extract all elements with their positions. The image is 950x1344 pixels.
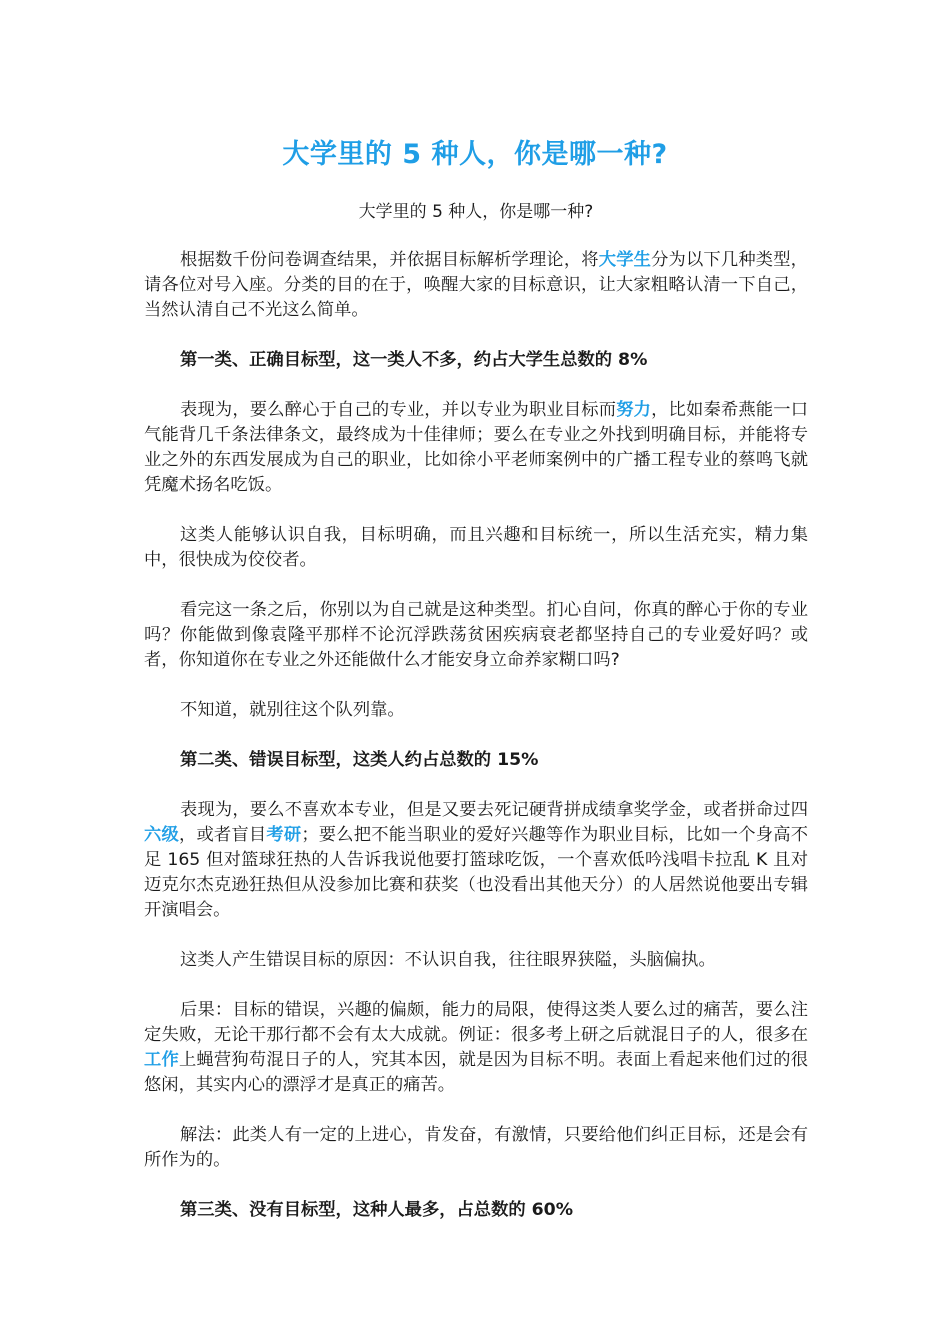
text-run: 后果：目标的错误，兴趣的偏颇，能力的局限，使得这类人要么过的痛苦，要么注定失败，无论干那行都不会有太大成就。例证：很多考上研之后就混日子的人，很多在 xyxy=(144,1000,808,1045)
intro-paragraph xyxy=(144,248,808,323)
keyword-link-liuji[interactable]: 六级 xyxy=(144,825,179,845)
paragraph-type1-reflection: 看完这一条之后，你别以为自己就是这种类型。扪心自问，你真的醉心于你的专业吗？你能做到像袁隆平那样不论沉浮跌荡贫困疾病衰老都坚持自己的专业爱好吗？或者，你知道你在专业之外还能做什么才能安身立命养家糊口吗? xyxy=(144,600,808,670)
paragraph-type2-solution: 解法：此类人有一定的上进心，肯发奋，有激情，只要给他们纠正目标，还是会有所作为的。 xyxy=(144,1125,808,1170)
keyword-link-kaoyan[interactable]: 考研 xyxy=(266,825,302,845)
text-run: 上蝇营狗苟混日子的人，究其本因，就是因为目标不明。表面上看起来他们过的很悠闲，其实内心的漂浮才是真正的痛苦。 xyxy=(144,1050,808,1095)
paragraph-type1-summary: 这类人能够认识自我，目标明确，而且兴趣和目标统一，所以生活充实，精力集中，很快成为佼佼者。 xyxy=(144,525,808,570)
keyword-link-gongzuo[interactable]: 工作 xyxy=(144,1050,179,1070)
section-heading-2: 第二类、错误目标型，这类人约占总数的 15% xyxy=(180,750,539,770)
article-body xyxy=(144,200,808,1248)
paragraph-type2-cause: 这类人产生错误目标的原因：不认识自我，往往眼界狭隘，头脑偏执。 xyxy=(180,950,716,970)
keyword-link-nuli[interactable]: 努力 xyxy=(616,400,652,420)
paragraph-type1-description xyxy=(144,398,808,498)
text-run: ，或者盲目 xyxy=(178,825,267,845)
paragraph-type1-conclusion: 不知道，就别往这个队列靠。 xyxy=(180,700,405,720)
text-run: ；要么把不能当职业的爱好兴趣等作为职业目标，比如一个身高不足 165 但对篮球狂热的人告诉我说他要打篮球吃饭，一个喜欢低吟浅唱卡拉乱 K 且对迈克尔杰克逊狂热但从没参加比赛和获奖（也没看出其他天分）的人居然说他要出专辑开演唱会。 xyxy=(144,825,808,920)
page-title: 大学里的 5 种人，你是哪一种? xyxy=(282,139,668,170)
text-run: 表现为，要么醉心于自己的专业，并以专业为职业目标而 xyxy=(180,400,617,420)
keyword-link-daxuesheng[interactable]: 大学生 xyxy=(598,250,652,270)
paragraph-type2-description xyxy=(144,798,808,923)
text-run: 分为以下几种类型，请各位对号入座。分类的目的在于，唤醒大家的目标意识，让大家粗略认清一下自己，当然认清自己不光这么简单。 xyxy=(144,250,808,320)
section-heading-1: 第一类、正确目标型，这一类人不多，约占大学生总数的 8% xyxy=(180,350,648,370)
section-heading-3: 第三类、没有目标型，这种人最多，占总数的 60% xyxy=(180,1200,574,1220)
subtitle: 大学里的 5 种人，你是哪一种? xyxy=(358,202,594,222)
text-run: 根据数千份问卷调查结果，并依据目标解析学理论，将 xyxy=(180,250,599,270)
text-run: ，比如秦希燕能一口气能背几千条法律条文，最终成为十佳律师；要么在专业之外找到明确目标，并能将专业之外的东西发展成为自己的职业，比如徐小平老师案例中的广播工程专业的蔡鸣飞就凭魔术扬名吃饭。 xyxy=(144,400,808,495)
text-run: 表现为，要么不喜欢本专业，但是又要去死记硬背拼成绩拿奖学金，或者拼命过四 xyxy=(180,800,808,820)
paragraph-type2-consequence xyxy=(144,998,808,1098)
